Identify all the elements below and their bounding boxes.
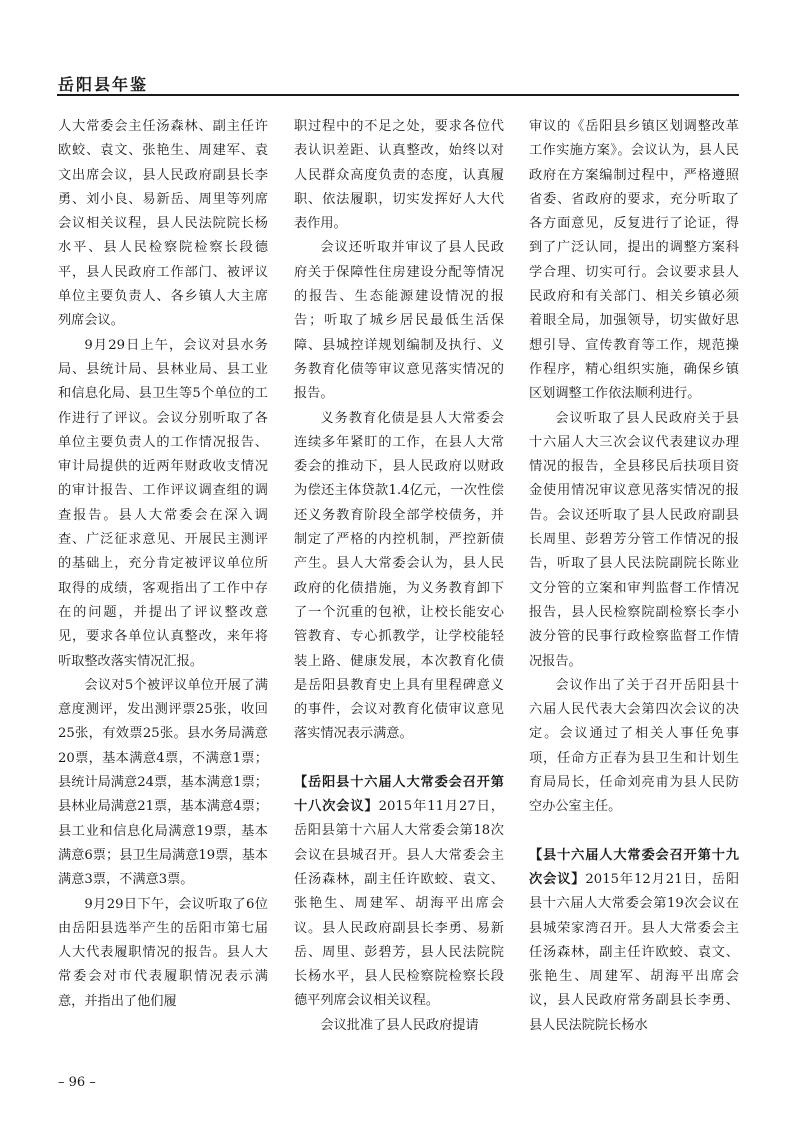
paragraph — [58, 893, 268, 1014]
paragraph — [294, 115, 504, 236]
paragraph-text: 9月29日上午，会议对县水务局、县统计局、县林业局、县工业和信息化局、县卫生等5个单位的工作进行了评议。会议分别听取了各单位主要负责人的工作情况报告、审计局提供的近两年财政收支情况的审计报告、工作评议调查组的调查报告。县人大常委会在深入调查、广泛征求意见、开展民主测评的基础上，充分肯定被评议单位所取得的成绩，客观指出了工作中存在的问题，并提出了评议整改意见，要求各单位认真整改，来年将听取整改落实情况汇报。 — [58, 337, 268, 669]
text-column-1 — [58, 115, 268, 1014]
paragraph — [294, 1014, 504, 1038]
header-rule — [57, 94, 739, 96]
paragraph-text: 2015年11月27日，岳阳县第十六届人大常委会第18次会议在县城召开。县人大常委会主任汤森林，副主任许欧蛟、袁文、张艳生、周建军、胡海平出席会议。县人民政府副县长李勇、易新岳、周里、彭碧芳，县人民法院院长杨水平，县人民检察院检察长段德平列席会议相关议程。 — [294, 799, 504, 1009]
paragraph — [58, 334, 268, 674]
paragraph — [294, 771, 504, 1014]
text-column-3 — [529, 115, 739, 1038]
paragraph-text: 9月29日下午，会议听取了6位由岳阳县选举产生的岳阳市第七届人大代表履职情况的报告。县人大常委会对市代表履职情况表示满意，并指出了他们履 — [58, 896, 268, 1009]
paragraph-text: 会议还听取并审议了县人民政府关于保障性住房建设分配等情况的报告、生态能源建设情况的报告；听取了城乡居民最低生活保障、县城控详规划编制及执行、义务教育化债等审议意见落实情况的报告。 — [294, 240, 504, 402]
paragraph — [529, 407, 739, 674]
page-number: – 96 – — [58, 1075, 96, 1090]
paragraph — [529, 115, 739, 407]
paragraph — [294, 236, 504, 406]
paragraph-text: 会议批准了县人民政府提请 — [320, 1017, 479, 1033]
paragraph-text: 会议对5个被评议单位开展了满意度测评，发出测评票25张，收回25张，有效票25张。县水务局满意20票，基本满意4票，不满意1票；县统计局满意24票，基本满意1票；县林业局满意21票，基本满意4票；县工业和信息化局满意19票，基本满意6票；县卫生局满意19票，基本满意3票，不满意3票。 — [58, 677, 268, 888]
paragraph-text: 会议作出了关于召开岳阳县十六届人民代表大会第四次会议的决定。会议通过了相关人事任免事项，任命方正春为县卫生和计划生育局局长，任命刘亮甫为县人民防空办公室主任。 — [529, 677, 739, 815]
paragraph — [58, 674, 268, 893]
section-heading: 【岳阳县十六届人大常委会召开第十八次会议】 — [294, 774, 504, 815]
text-column-2 — [294, 115, 504, 1038]
paragraph-text: 职过程中的不足之处，要求各位代表认识差距、认真整改，始终以对人民群众高度负责的态度，认真履职、依法履职，切实发挥好人大代表作用。 — [294, 119, 504, 232]
paragraph — [529, 674, 739, 820]
paragraph — [294, 407, 504, 747]
paragraph — [58, 115, 268, 334]
paragraph-text: 2015年12月21日，岳阳县十六届人大常委会第19次会议在县城荣家湾召开。县人大常委会主任汤森林，副主任许欧蛟、袁文、张艳生、周建军、胡海平出席会议，县人民政府常务副县长李勇、县人民法院院长杨水 — [529, 871, 740, 1033]
paragraph-text: 人大常委会主任汤森林、副主任许欧蛟、袁文、张艳生、周建军、袁文出席会议，县人民政府副县长李勇、刘小良、易新岳、周里等列席会议相关议程，县人民法院院长杨水平、县人民检察院检察长段德平，县人民政府工作部门、被评议单位主要负责人、各乡镇人大主席列席会议。 — [58, 119, 268, 329]
section-heading: 【县十六届人大常委会召开第十九次会议】 — [529, 847, 739, 887]
paragraph-text: 会议听取了县人民政府关于县十六届人大三次会议代表建议办理情况的报告，全县移民后扶项目资金使用情况审议意见落实情况的报告。会议还听取了县人民政府副县长周里、彭碧芳分管工作情况的报告，听取了县人民法院副院长陈业文分管的立案和审判监督工作情况报告，县人民检察院副检察长李小波分管的民事行政检察监督工作情况报告。 — [529, 410, 739, 669]
paragraph — [529, 844, 739, 1038]
running-header-title: 岳阳县年鉴 — [58, 75, 149, 94]
paragraph-text: 审议的《岳阳县乡镇区划调整改革工作实施方案》。会议认为，县人民政府在方案编制过程中，严格遵照省委、省政府的要求，充分听取了各方面意见，反复进行了论证，得到了广泛认同，提出的调整方案科学合理、切实可行。会议要求县人民政府和有关部门、相关乡镇必须着眼全局，加强领导，切实做好思想引导、宣传教育等工作，规范操作程序，精心组织实施，确保乡镇区划调整工作依法顺利进行。 — [529, 119, 739, 402]
paragraph-text: 义务教育化债是县人大常委会连续多年紧盯的工作，在县人大常委会的推动下，县人民政府以财政为偿还主体贷款1.4亿元，一次性偿还义务教育阶段全部学校债务，并制定了严格的内控机制，严控新债产生。县人大常委会认为，县人民政府的化债措施，为义务教育卸下了一个沉重的包袱，让校长能安心管教育、专心抓教学，让学校能轻装上路、健康发展，本次教育化债是岳阳县教育史上具有里程碑意义的事件，会议对教育化债审议意见落实情况表示满意。 — [294, 410, 504, 742]
